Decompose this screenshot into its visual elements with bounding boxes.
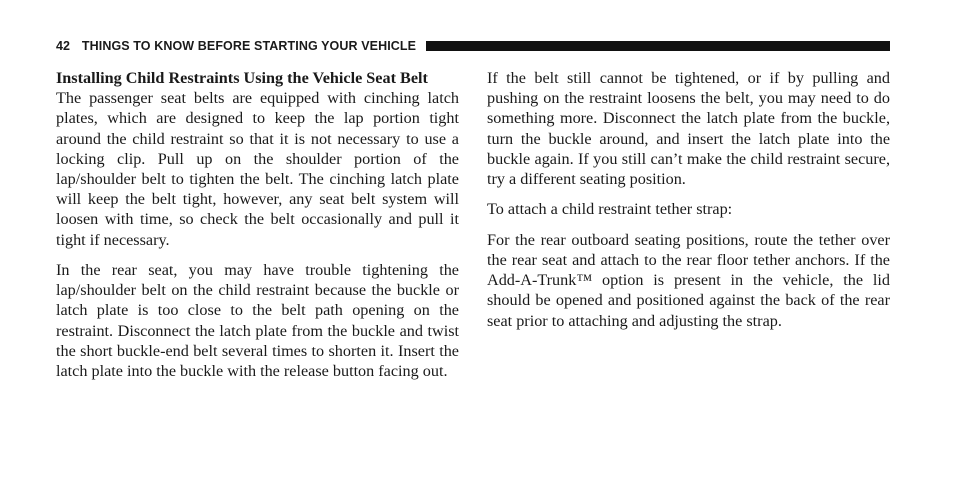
paragraph-tether-intro: To attach a child restraint tether strap:: [487, 200, 733, 219]
header-rule: [426, 41, 890, 51]
section-title: THINGS TO KNOW BEFORE STARTING YOUR VEHICLE: [81, 39, 417, 53]
right-column: [487, 68, 890, 341]
left-column: [56, 68, 459, 391]
paragraph-belt-still: If the belt still cannot be tightened, or if by pulling and pushing on the restraint loosens the belt, you may need to do something more. Disconnect the latch plate from the buckle, turn the buckle around, and insert the latch plate into the buckle again. If you still can’t make the child restraint secure, try a different seating position.: [487, 69, 890, 189]
paragraph-rear-seat: In the rear seat, you may have trouble tightening the lap/shoulder belt on the child restraint because the buckle or latch plate is too close to the belt path opening on the restraint. Disconnect the latch plate from the buckle and twist the short buckle-end belt several times to shorten it. Insert the latch plate into the buckle with the release button facing out.: [56, 261, 459, 381]
paragraph-cinching-latch: The passenger seat belts are equipped with cinching latch plates, which are designed to keep the lap portion tight around the child restraint so that it is not necessary to use a locking clip. Pull up on the shoulder portion of the lap/shoulder belt to tighten the belt. The cinching latch plate will keep the belt tight, however, any seat belt system will loosen with time, so check the belt occasionally and pull it tight if necessary.: [56, 89, 459, 249]
page-number: 42: [56, 39, 70, 53]
section-heading: Installing Child Restraints Using the Vehicle Seat Belt: [56, 69, 428, 87]
paragraph-tether-route: For the rear outboard seating positions, route the tether over the rear seat and attach to the rear floor tether anchors. If the Add-A-Trunk™ option is present in the vehicle, the lid should be opened and positioned against the back of the rear seat prior to attaching and adjusting the strap.: [487, 230, 890, 330]
page-header: [56, 38, 890, 54]
